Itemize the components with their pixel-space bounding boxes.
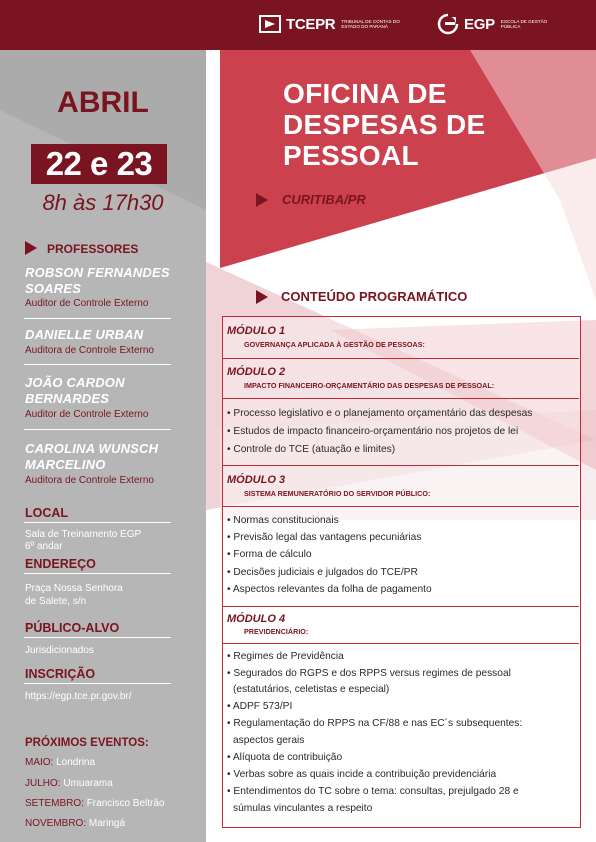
program-arrow-icon xyxy=(256,290,268,304)
professor-1-name-line2: SOARES xyxy=(25,281,82,296)
local-label: LOCAL xyxy=(25,506,69,520)
module-2-item: • Controle do TCE (atuação e limites) xyxy=(227,444,396,455)
divider xyxy=(24,573,171,574)
professor-1-name-line1: ROBSON FERNANDES xyxy=(25,265,170,280)
professor-3-name-line2: BERNARDES xyxy=(25,391,110,406)
divider xyxy=(24,429,171,430)
address-line-2: de Salete, s/n xyxy=(25,596,87,607)
egp-logo-subtitle: ESCOLA DE GESTÃO PÚBLICA xyxy=(500,18,548,29)
divider xyxy=(222,606,579,607)
professors-arrow-icon xyxy=(25,241,37,255)
city-arrow-icon xyxy=(256,193,268,207)
next-event-1-month: MAIO: xyxy=(25,757,54,768)
module-4-item: • Regulamentação do RPPS na CF/88 e nas EC´s subsequentes: xyxy=(227,718,523,729)
event-title-line-3: PESSOAL xyxy=(283,140,419,171)
module-2-number: MÓDULO 2 xyxy=(227,366,286,378)
module-4-item: • Entendimentos do TC sobre o tema: consultas, prejulgado 28 e xyxy=(227,786,519,797)
next-event-4-city: Maringá xyxy=(88,818,126,829)
local-line-1: Sala de Treinamento EGP xyxy=(25,529,142,540)
module-3-name: SISTEMA REMUNERATÓRIO DO SERVIDOR PÚBLICO: xyxy=(244,489,431,498)
divider xyxy=(222,506,579,507)
divider xyxy=(24,522,171,523)
module-3-item: • Previsão legal das vantagens pecuniárias xyxy=(227,532,422,543)
module-2-item: • Estudos de impacto financeiro-orçamentário nos projetos de lei xyxy=(227,426,519,437)
module-4-item-continuation: aspectos gerais xyxy=(233,735,305,746)
module-4-number: MÓDULO 4 xyxy=(227,613,286,625)
professor-2-role: Auditora de Controle Externo xyxy=(25,345,154,356)
module-4-item-continuation: súmulas vinculantes a respeito xyxy=(233,803,373,814)
module-4-item: • Segurados do RGPS e dos RPPS versus regimes de pessoal xyxy=(227,668,511,679)
next-event-3 xyxy=(25,798,165,809)
professor-2-name: DANIELLE URBAN xyxy=(25,327,144,342)
egp-logo-name: EGP xyxy=(464,15,495,33)
program-heading: CONTEÚDO PROGRAMÁTICO xyxy=(281,289,468,304)
event-title-line-1: OFICINA DE xyxy=(283,78,447,109)
professor-4-name-line2: MARCELINO xyxy=(25,457,106,472)
module-2-item: • Processo legislativo e o planejamento orçamentário das despesas xyxy=(227,408,533,419)
module-4-item: • Regimes de Previdência xyxy=(227,651,344,662)
professor-4-name-line1: CAROLINA WUNSCH xyxy=(25,441,159,456)
audience-label: PÚBLICO-ALVO xyxy=(25,621,120,635)
next-event-3-city: Francisco Beltrão xyxy=(86,798,165,809)
event-month: ABRIL xyxy=(57,86,149,119)
module-3-item: • Aspectos relevantes da folha de pagamento xyxy=(227,584,432,595)
next-events-heading: PRÓXIMOS EVENTOS: xyxy=(25,737,149,749)
divider xyxy=(24,637,171,638)
module-4-item: • Verbas sobre as quais incide a contribuição previdenciária xyxy=(227,769,497,780)
next-event-4-month: NOVEMBRO: xyxy=(25,818,87,829)
divider xyxy=(222,398,579,399)
next-event-4 xyxy=(25,818,125,829)
module-4-name: PREVIDENCIÁRIO: xyxy=(244,627,309,636)
tce-logo-name: TCEPR xyxy=(286,15,336,33)
module-1-name: GOVERNANÇA APLICADA À GESTÃO DE PESSOAS: xyxy=(244,340,425,349)
next-event-2-city: Umuarama xyxy=(63,778,113,789)
divider xyxy=(24,318,171,319)
local-line-2: 6º andar xyxy=(25,541,63,552)
module-1-number: MÓDULO 1 xyxy=(227,325,286,337)
divider xyxy=(24,364,171,365)
event-days: 22 e 23 xyxy=(31,144,167,184)
event-title-line-2: DESPESAS DE xyxy=(283,109,486,140)
divider xyxy=(222,465,579,466)
professor-3-role: Auditor de Controle Externo xyxy=(25,409,149,420)
module-4-item: • ADPF 573/PI xyxy=(227,701,293,712)
professors-heading: PROFESSORES xyxy=(47,242,139,256)
next-event-2 xyxy=(25,778,113,789)
audience-value: Jurisdicionados xyxy=(25,645,94,656)
event-city: CURITIBA/PR xyxy=(282,192,366,207)
address-label: ENDEREÇO xyxy=(25,557,96,571)
professor-3-name-line1: JOÃO CARDON xyxy=(25,375,125,390)
module-4-item-continuation: (estatutários, celetistas e especial) xyxy=(233,684,390,695)
module-3-item: • Normas constitucionais xyxy=(227,515,339,526)
next-event-1-city: Londrina xyxy=(56,757,96,768)
event-title xyxy=(283,78,573,171)
module-3-item: • Decisões judiciais e julgados do TCE/PR xyxy=(227,567,418,578)
professor-4-role: Auditora de Controle Externo xyxy=(25,475,154,486)
module-3-item: • Forma de cálculo xyxy=(227,549,312,560)
next-event-2-month: JULHO: xyxy=(25,778,61,789)
module-4-item: • Alíquota de contribuição xyxy=(227,752,343,763)
next-event-1 xyxy=(25,757,95,768)
signup-link[interactable]: https://egp.tce.pr.gov.br/ xyxy=(25,691,132,702)
module-3-number: MÓDULO 3 xyxy=(227,474,286,486)
tce-logo-subtitle: TRIBUNAL DE CONTAS DO ESTADO DO PARANÁ xyxy=(341,18,400,29)
module-2-name: IMPACTO FINANCEIRO-ORÇAMENTÁRIO DAS DESPESAS DE PESSOAL: xyxy=(244,381,495,390)
next-event-3-month: SETEMBRO: xyxy=(25,798,84,809)
address-line-1: Praça Nossa Senhora xyxy=(25,583,123,594)
divider xyxy=(222,358,579,359)
professor-1-role: Auditor de Controle Externo xyxy=(25,298,149,309)
event-hours: 8h às 17h30 xyxy=(42,190,164,215)
divider xyxy=(222,643,579,644)
divider xyxy=(24,683,171,684)
signup-label: INSCRIÇÃO xyxy=(25,667,96,681)
